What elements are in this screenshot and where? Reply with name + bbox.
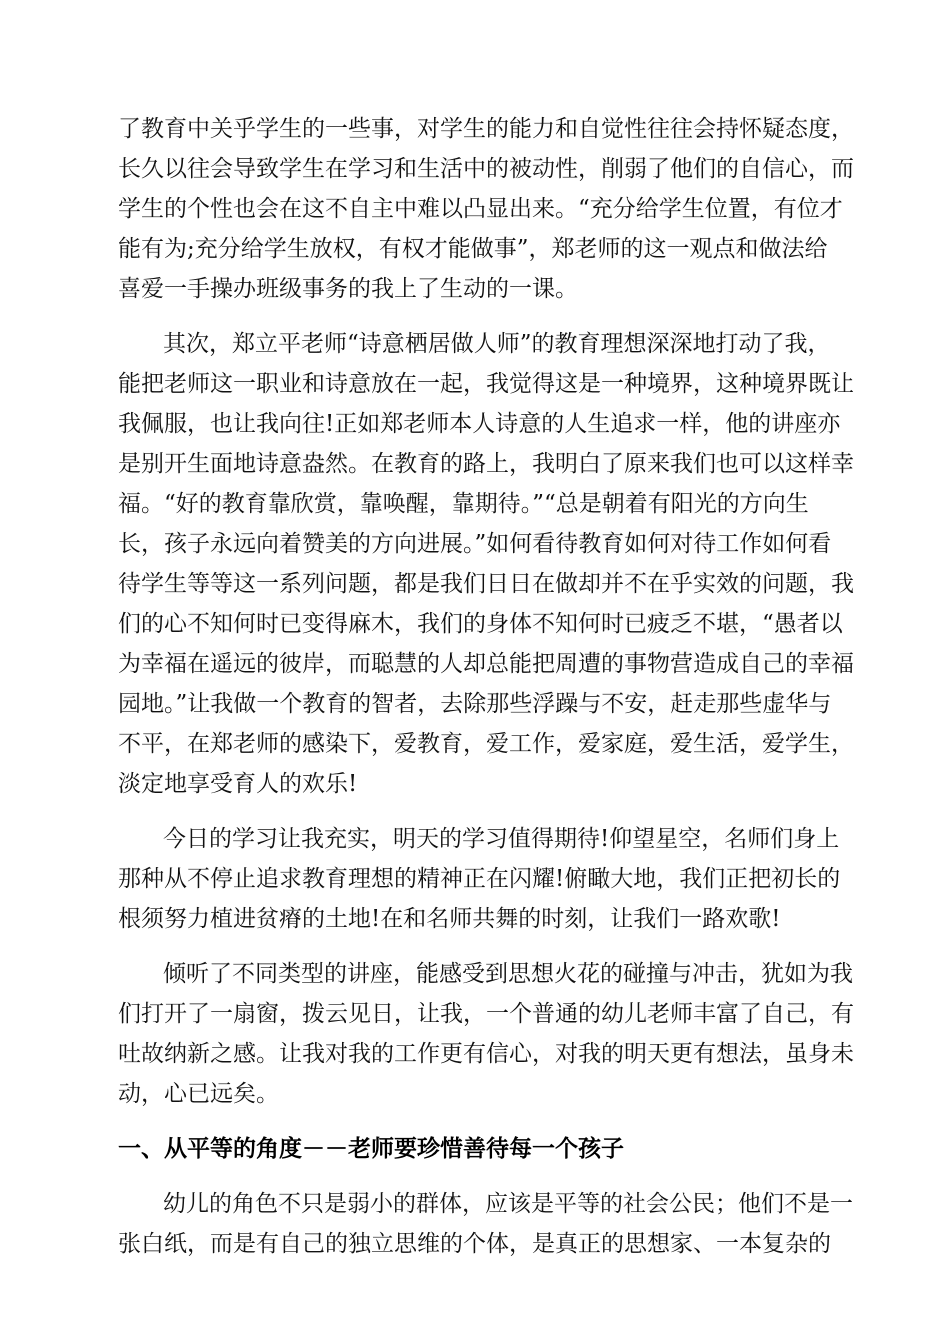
paragraph-4-line-3: 吐故纳新之感。让我对我的工作更有信心，对我的明天更有想法，虽身未 [118, 1041, 854, 1067]
paragraph-2-line-2: 能把老师这一职业和诗意放在一起，我觉得这是一种境界，这种境界既让 [118, 371, 854, 397]
paragraph-1-line-3: 学生的个性也会在这不自主中难以凸显出来。“充分给学生位置，有位才 [118, 196, 843, 222]
paragraph-2-line-9: 为幸福在遥远的彼岸，而聪慧的人却总能把周遭的事物营造成自己的幸福 [118, 651, 854, 677]
paragraph-4-line-1: 倾听了不同类型的讲座，能感受到思想火花的碰撞与冲击，犹如为我 [163, 961, 853, 987]
paragraph-2-line-3: 我佩服，也让我向往!正如郑老师本人诗意的人生追求一样，他的讲座亦 [118, 411, 841, 437]
paragraph-2-line-8: 们的心不知何时已变得麻木，我们的身体不知何时已疲乏不堪，“愚者以 [118, 611, 843, 637]
paragraph-2-line-1: 其次，郑立平老师“诗意栖居做人师”的教育理想深深地打动了我， [163, 331, 831, 357]
paragraph-1-line-4: 能有为;充分给学生放权，有权才能做事”，郑老师的这一观点和做法给 [118, 236, 828, 262]
paragraph-3-line-1: 今日的学习让我充实，明天的学习值得期待!仰望星空，名师们身上 [163, 826, 840, 852]
paragraph-1-line-5: 喜爱一手操办班级事务的我上了生动的一课。 [118, 276, 578, 302]
paragraph-4-line-4: 动，心已远矣。 [118, 1081, 279, 1107]
paragraph-2-line-6: 长，孩子永远向着赞美的方向进展。”如何看待教育如何对待工作如何看 [118, 531, 832, 557]
paragraph-2-line-7: 待学生等等这一系列问题，都是我们日日在做却并不在乎实效的问题，我 [118, 571, 854, 597]
paragraph-2-line-4: 是别开生面地诗意盎然。在教育的路上，我明白了原来我们也可以这样幸 [118, 451, 854, 477]
paragraph-2-line-12: 淡定地享受育人的欢乐! [118, 771, 358, 797]
paragraph-2-line-11: 不平，在郑老师的感染下，爱教育，爱工作，爱家庭，爱生活，爱学生， [118, 731, 854, 757]
paragraph-3-line-3: 根须努力植进贫瘠的土地!在和名师共舞的时刻，让我们一路欢歌! [118, 906, 781, 932]
paragraph-1-line-2: 长久以往会导致学生在学习和生活中的被动性，削弱了他们的自信心，而 [118, 156, 854, 182]
paragraph-2-line-5: 福。“好的教育靠欣赏，靠唤醒，靠期待。”“总是朝着有阳光的方向生 [118, 491, 809, 517]
final-paragraph-line-2: 张白纸，而是有自己的独立思维的个体，是真正的思想家、一本复杂的 [118, 1231, 831, 1257]
paragraph-4-line-2: 们打开了一扇窗，拨云见日，让我，一个普通的幼儿老师丰富了自己，有 [118, 1001, 854, 1027]
paragraph-1-line-1: 了教育中关乎学生的一些事，对学生的能力和自觉性往往会持怀疑态度， [118, 116, 854, 142]
paragraph-3-line-2: 那种从不停止追求教育理想的精神正在闪耀!俯瞰大地，我们正把初长的 [118, 866, 841, 892]
paragraph-2-line-10: 园地。”让我做一个教育的智者，去除那些浮躁与不安，赶走那些虚华与 [118, 691, 832, 717]
final-paragraph-line-1: 幼儿的角色不只是弱小的群体，应该是平等的社会公民；他们不是一 [163, 1191, 853, 1217]
section-heading: 一、从平等的角度－－老师要珍惜善待每一个孩子 [118, 1136, 624, 1162]
